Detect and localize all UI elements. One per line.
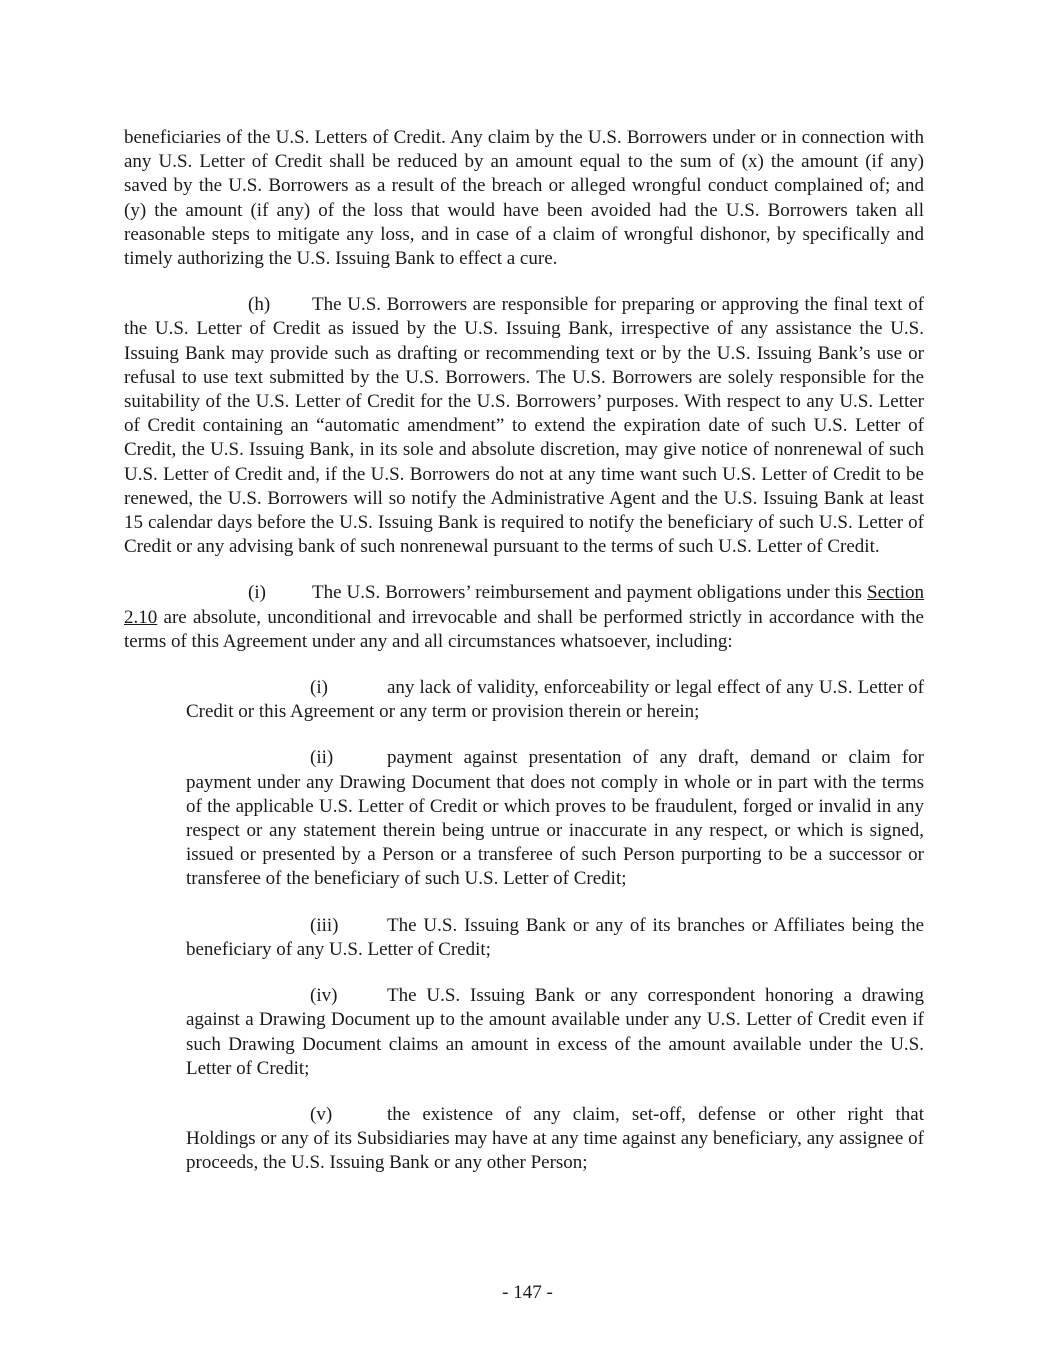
sub-item-i <box>186 676 924 724</box>
page-number: - 147 - <box>502 1282 553 1303</box>
section-reference: Section 2.10 <box>124 582 924 628</box>
document-body <box>124 126 924 1198</box>
intro-paragraph: beneficiaries of the U.S. Letters of Credit. Any claim by the U.S. Borrowers under or in connection with any U.S. Letter of Credit shall be reduced by an amount equal to the sum of (x) the amount (if any) saved by the U.S. Borrowers as a result of the breach or alleged wrongful conduct complained of; and (y) the amount (if any) of the loss that would have been avoided had the U.S. Borrowers taken all reasonable steps to mitigate any loss, and in case of a claim of wrongful dishonor, by specifically and timely authorizing the U.S. Issuing Bank to effect a cure. <box>124 127 924 270</box>
paragraph-h-text: The U.S. Borrowers are responsible for preparing or approving the final text of the U.S. Letter of Credit as issued by the U.S. Issuing Bank, irrespective of any assistance the U.S. Issuing Bank may provide such as drafting or recommending text or by the U.S. Issuing Bank’s use or refusal to use text submitted by the U.S. Borrowers. The U.S. Borrowers are solely responsible for the suitability of the U.S. Letter of Credit for the U.S. Borrowers’ purposes. With respect to any U.S. Letter of Credit containing an “automatic amendment” to extend the expiration date of such U.S. Letter of Credit, the U.S. Issuing Bank, in its sole and absolute discretion, may give notice of nonrenewal of such U.S. Letter of Credit and, if the U.S. Borrowers do not at any time want such U.S. Letter of Credit to be renewed, the U.S. Borrowers will so notify the Administrative Agent and the U.S. Issuing Bank at least 15 calendar days before the U.S. Issuing Bank is required to notify the beneficiary of such U.S. Letter of Credit or any advising bank of such nonrenewal pursuant to the terms of such U.S. Letter of Credit. <box>124 294 924 558</box>
paragraph-i-text-after: are absolute, unconditional and irrevocable and shall be performed strictly in accordance with the terms of this Agreement under any and all circumstances whatsoever, including: <box>124 606 924 652</box>
sub-item-text: any lack of validity, enforceability or legal effect of any U.S. Letter of Credit or this Agreement or any term or provision therein or herein; <box>186 677 924 723</box>
paragraph-i-text-before: The U.S. Borrowers’ reimbursement and payment obligations under this <box>312 582 867 604</box>
paragraph-i <box>124 581 924 654</box>
sub-item-iii <box>186 914 924 962</box>
sub-item-label: (iii) <box>310 914 339 936</box>
paragraph-i-label: (i) <box>248 582 266 604</box>
sub-item-label: (i) <box>310 677 328 699</box>
paragraph-h <box>124 293 924 559</box>
sub-item-label: (ii) <box>310 747 334 769</box>
sub-item-text: payment against presentation of any draft, demand or claim for payment under any Drawing Document that does not comply in whole or in part with the terms of the applicable U.S. Letter of Credit or which proves to be fraudulent, forged or invalid in any respect or any statement therein being untrue or inaccurate in any respect, or which is signed, issued or presented by a Person or a transferee of such Person purporting to be a successor or transferee of the beneficiary of such U.S. Letter of Credit; <box>186 747 924 890</box>
paragraph-h-label: (h) <box>248 294 271 316</box>
sub-item-label: (v) <box>310 1103 333 1125</box>
sub-item-text: the existence of any claim, set-off, defense or other right that Holdings or any of its Subsidiaries may have at any time against any beneficiary, any assignee of proceeds, the U.S. Issuing Bank or any other Person; <box>186 1103 924 1174</box>
sub-item-v <box>186 1103 924 1176</box>
sub-item-text: The U.S. Issuing Bank or any of its branches or Affiliates being the beneficiary of any U.S. Letter of Credit; <box>186 914 924 960</box>
sub-item-text: The U.S. Issuing Bank or any correspondent honoring a drawing against a Drawing Document up to the amount available under any U.S. Letter of Credit even if such Drawing Document claims an amount in excess of the amount available under the U.S. Letter of Credit; <box>186 985 924 1079</box>
sub-item-ii <box>186 746 924 891</box>
sub-item-label: (iv) <box>310 985 338 1007</box>
sub-item-iv <box>186 984 924 1081</box>
